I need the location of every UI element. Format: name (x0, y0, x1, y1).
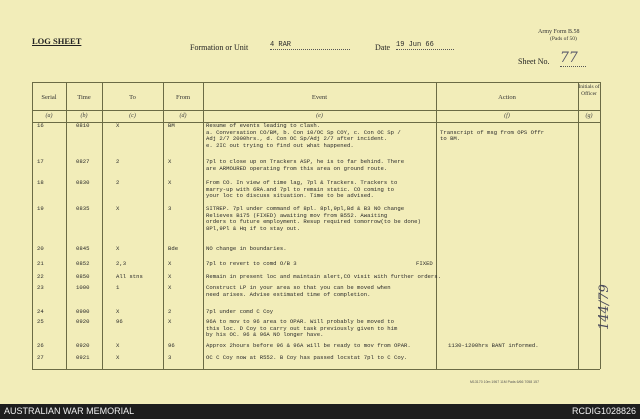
to-cell: 2 (116, 158, 120, 165)
from-cell: 3 (168, 205, 172, 212)
time-cell: 1000 (76, 284, 90, 291)
event-line: 7pl under comd C Coy (206, 308, 274, 315)
time-cell: 0921 (76, 354, 90, 361)
event-line: are ARMOURED operating from this area on ground route. (206, 164, 388, 172)
time-cell: 0920 (76, 342, 90, 349)
time-cell: 0852 (76, 260, 90, 267)
action-line: to BM. (440, 135, 461, 143)
from-cell: X (168, 179, 172, 186)
serial-cell: 27 (37, 354, 44, 361)
event-line: orders to future employment. Resup required tomorrow(to be done) (206, 218, 421, 226)
event-line: this loc. D Coy to carry out task previously given to him (206, 324, 398, 332)
column-subheader: (d) (179, 113, 187, 119)
footer-source: AUSTRALIAN WAR MEMORIAL (4, 406, 135, 416)
serial-cell: 23 (37, 284, 44, 291)
row-divider (32, 369, 600, 370)
to-cell: 1 (116, 284, 120, 291)
to-cell: 96 (116, 318, 123, 325)
date-value: 19 Jun 66 (396, 42, 454, 50)
serial-cell: 20 (37, 245, 44, 252)
event-line: need arises. Advise estimated time of completion. (206, 290, 371, 298)
to-cell: X (116, 245, 120, 252)
action-line: 1130-1200hrs BANT informed. (448, 342, 539, 349)
to-cell: X (116, 342, 120, 349)
event-line: SITREP. 7pl under command of 8pl. 8pl,9pl,Bd & B3 NO change (206, 205, 405, 212)
column-divider (102, 82, 103, 369)
to-cell: X (116, 308, 120, 315)
column-header: Action (498, 94, 516, 101)
column-header: Serial (41, 94, 57, 101)
serial-cell: 26 (37, 342, 44, 349)
row-divider (32, 82, 600, 83)
from-cell: BM (168, 122, 175, 129)
event-line: Approx 2hours before 96 & 96A will be ready to mov from OPAR. (206, 342, 411, 349)
from-cell: X (168, 318, 172, 325)
time-cell: 0827 (76, 158, 90, 165)
column-header: From (175, 94, 191, 101)
formation-label: Formation or Unit (190, 43, 249, 52)
column-subheader: (a) (45, 113, 53, 119)
serial-cell: 22 (37, 273, 44, 280)
event-line: NO change in boundaries. (206, 245, 287, 252)
to-cell: 2 (116, 179, 120, 186)
formation-value: 4 RAR (270, 42, 350, 50)
time-cell: 0830 (76, 179, 90, 186)
serial-cell: 18 (37, 179, 44, 186)
column-header: Time (77, 94, 91, 101)
column-divider (163, 82, 164, 369)
column-divider (32, 82, 33, 369)
column-header: Event (311, 94, 328, 101)
serial-cell: 17 (37, 158, 44, 165)
event-line: Remain in present loc and maintain alert,CO visit with further orders. (206, 273, 441, 280)
serial-cell: 21 (37, 260, 44, 267)
sheet-number-label: Sheet No. (518, 57, 550, 66)
serial-cell: 16 (37, 122, 44, 129)
event-line: marry-up with 6RA.and 7pl to remain static. CO coming to (206, 185, 394, 193)
log-sheet-title: LOG SHEET (32, 36, 82, 46)
event-line: Resume of events leading to clash. (206, 122, 321, 129)
handwritten-folio-note: 144/79 (597, 284, 612, 330)
event-line: 96A to mov to 96 area to OPAR. Will probably be moved to (206, 318, 394, 325)
column-subheader: (g) (585, 113, 593, 119)
to-cell: All stns (116, 273, 143, 280)
army-form-label: Army Form B.58 (538, 29, 580, 35)
from-cell: Bde (168, 245, 179, 252)
serial-cell: 24 (37, 308, 44, 315)
time-cell: 0835 (76, 205, 90, 212)
to-cell: X (116, 354, 120, 361)
column-divider (578, 82, 579, 369)
pads-of-label: (Pads of 50) (550, 36, 577, 42)
row-divider (32, 110, 600, 111)
sheet-number-value: 77 (560, 50, 586, 67)
event-line: a. Conversation CO/BM, b. Con 10/OC Sp COY, c. Con OC Sp / (206, 128, 401, 136)
column-divider (436, 82, 437, 369)
time-cell: 0920 (76, 318, 90, 325)
to-cell: 2,3 (116, 260, 127, 267)
event-line: From CO. In view of time lag, 7pl & Trackers. Trackers to (206, 179, 398, 186)
footer-record-id: RCDIG1028826 (571, 406, 636, 416)
column-subheader: (f) (504, 113, 510, 119)
event-line: OC C Coy now at R552. B Coy has passed locstat 7pl to C Coy. (206, 354, 408, 361)
from-cell: X (168, 273, 172, 280)
action-line: FIXED (416, 260, 433, 267)
serial-cell: 25 (37, 318, 44, 325)
event-line: Adj 2/7 2000hrs., d. Con OC Sp/Adj 2/7 after incident. (206, 135, 388, 143)
to-cell: X (116, 122, 120, 129)
time-cell: 0900 (76, 308, 90, 315)
column-subheader: (c) (129, 113, 136, 119)
column-subheader: (b) (80, 113, 88, 119)
event-line: Construct LP in your area so that you can be moved when (206, 284, 391, 291)
event-line: 8Pl,9Pl & Hq if to stay out. (206, 224, 300, 232)
column-header: To (129, 94, 136, 101)
from-cell: X (168, 284, 172, 291)
from-cell: 2 (168, 308, 172, 315)
column-divider (203, 82, 204, 369)
to-cell: X (116, 205, 120, 212)
column-subheader: (e) (316, 113, 323, 119)
event-line: e. 2IC out trying to find out what happened. (206, 141, 354, 149)
from-cell: 96 (168, 342, 175, 349)
action-line: Transcript of msg from OPS Offr (440, 128, 545, 136)
time-cell: 0845 (76, 245, 90, 252)
archive-footer (0, 404, 640, 419)
time-cell: 0810 (76, 122, 90, 129)
printer-imprint: M13170 10m 1967 11M Pads 6/66 7058 157 (470, 380, 540, 384)
event-line: by his OC. 96 & 96A NO longer have. (206, 331, 324, 339)
event-line: 7pl to revert to comd O/B 3 (206, 260, 297, 267)
from-cell: X (168, 158, 172, 165)
from-cell: X (168, 260, 172, 267)
column-divider (66, 82, 67, 369)
from-cell: 3 (168, 354, 172, 361)
event-line: 7pl to close up on Trackers ASP, he is to far behind. There (206, 158, 405, 165)
event-line: Relieves B175 (FIXED) awaiting mov from B552. Awaiting (206, 211, 388, 219)
serial-cell: 19 (37, 205, 44, 212)
column-header: Initials of Officer (578, 84, 600, 97)
event-line: your loc to discuss situation. Time to be advised. (206, 192, 374, 200)
date-label: Date (375, 43, 391, 52)
time-cell: 0850 (76, 273, 90, 280)
